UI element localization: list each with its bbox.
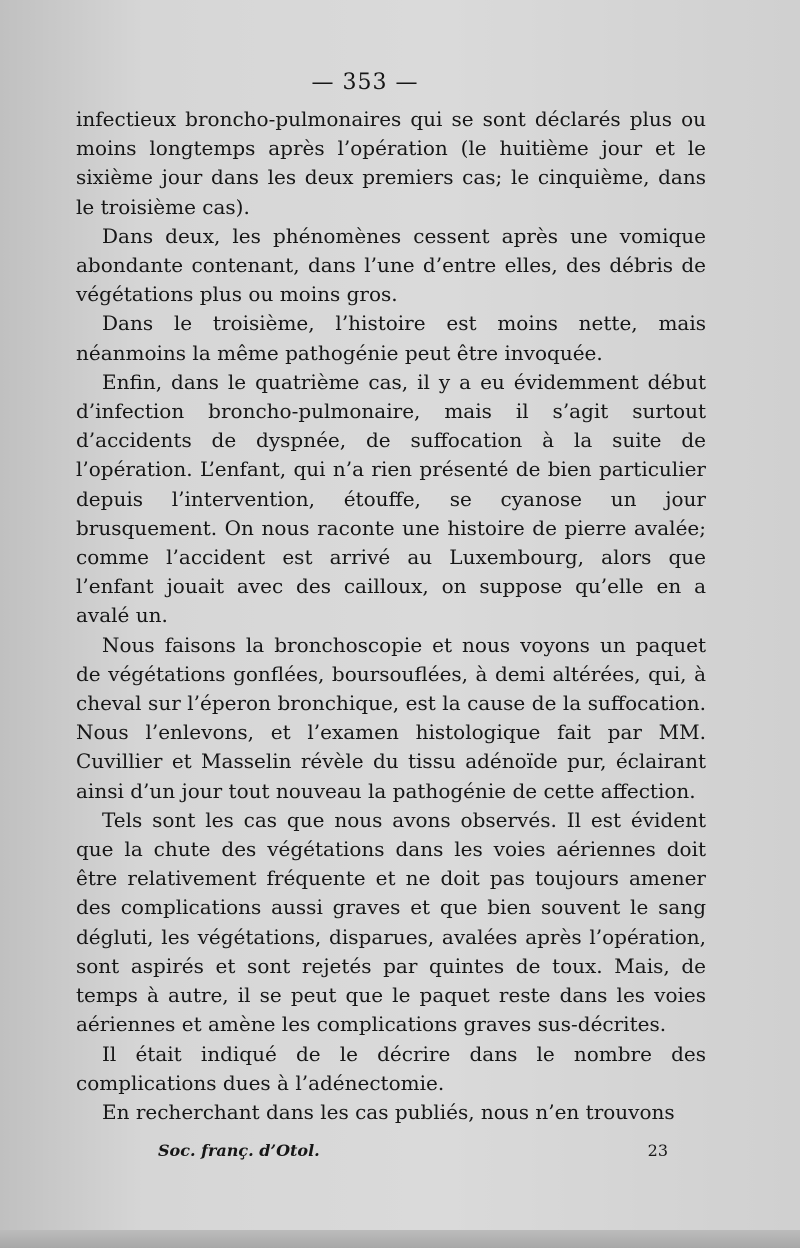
paragraph-1: infectieux broncho-pulmonaires qui se sont déclarés plus ou moins longtemps après l’opération (le huitième jour et le sixième jour dans les deux premiers cas; le cinquième, dans le troisième cas). (76, 107, 706, 219)
page-number: — 353 — (311, 70, 419, 95)
footer-source: Soc. franç. d’Otol. (158, 1141, 320, 1160)
bottom-scan-edge (0, 1230, 800, 1248)
body-text (76, 105, 706, 1127)
paragraph-8: En recherchant dans les cas publiés, nous n’en trouvons (102, 1099, 675, 1124)
footer-signature: 23 (647, 1141, 668, 1160)
paragraph-2: Dans deux, les phénomènes cessent après une vomique abondante contenant, dans l’une d’entre elles, des débris de végétations plus ou moins gros. (76, 223, 706, 307)
paragraph-4: Enfin, dans le quatrième cas, il y a eu évidemment début d’infection broncho-pulmonaire, mais il s’agit surtout d’accidents de dyspnée, de suffocation à la suite de l’opération. L’enfant, qui n’a rien présenté de bien particulier depuis l’intervention, étouffe, se cyanose un jour brusquement. On nous raconte une histoire de pierre avalée; comme l’accident est arrivé au Luxembourg, alors que l’enfant jouait avec des cailloux, on suppose qu’elle en a avalé un. (76, 369, 706, 628)
paragraph-5: Nous faisons la bronchoscopie et nous voyons un paquet de végétations gonflées, boursouflées, à demi altérées, qui, à cheval sur l’éperon bronchique, est la cause de la suffocation. Nous l’enlevons, et l’examen histologique fait par MM. Cuvillier et Masselin révèle du tissu adénoïde pur, éclairant ainsi d’un jour tout nouveau la pathogénie de cette affection. (76, 632, 706, 803)
paragraph-6: Tels sont les cas que nous avons observés. Il est évident que la chute des végétations dans les voies aériennes doit être relativement fréquente et ne doit pas toujours amener des complications aussi graves et que bien souvent le sang dégluti, les végétations, disparues, avalées après l’opération, sont aspirés et sont rejetés par quintes de toux. Mais, de temps à autre, il se peut que le paquet reste dans les voies aériennes et amène les complications graves sus-décrites. (76, 807, 706, 1037)
paragraph-7: Il était indiqué de le décrire dans le nombre des complications dues à l’adénectomie. (76, 1041, 706, 1095)
paragraph-3: Dans le troisième, l’histoire est moins nette, mais néanmoins la même pathogénie peut être invoquée. (76, 311, 706, 365)
page-footer (158, 1141, 668, 1160)
